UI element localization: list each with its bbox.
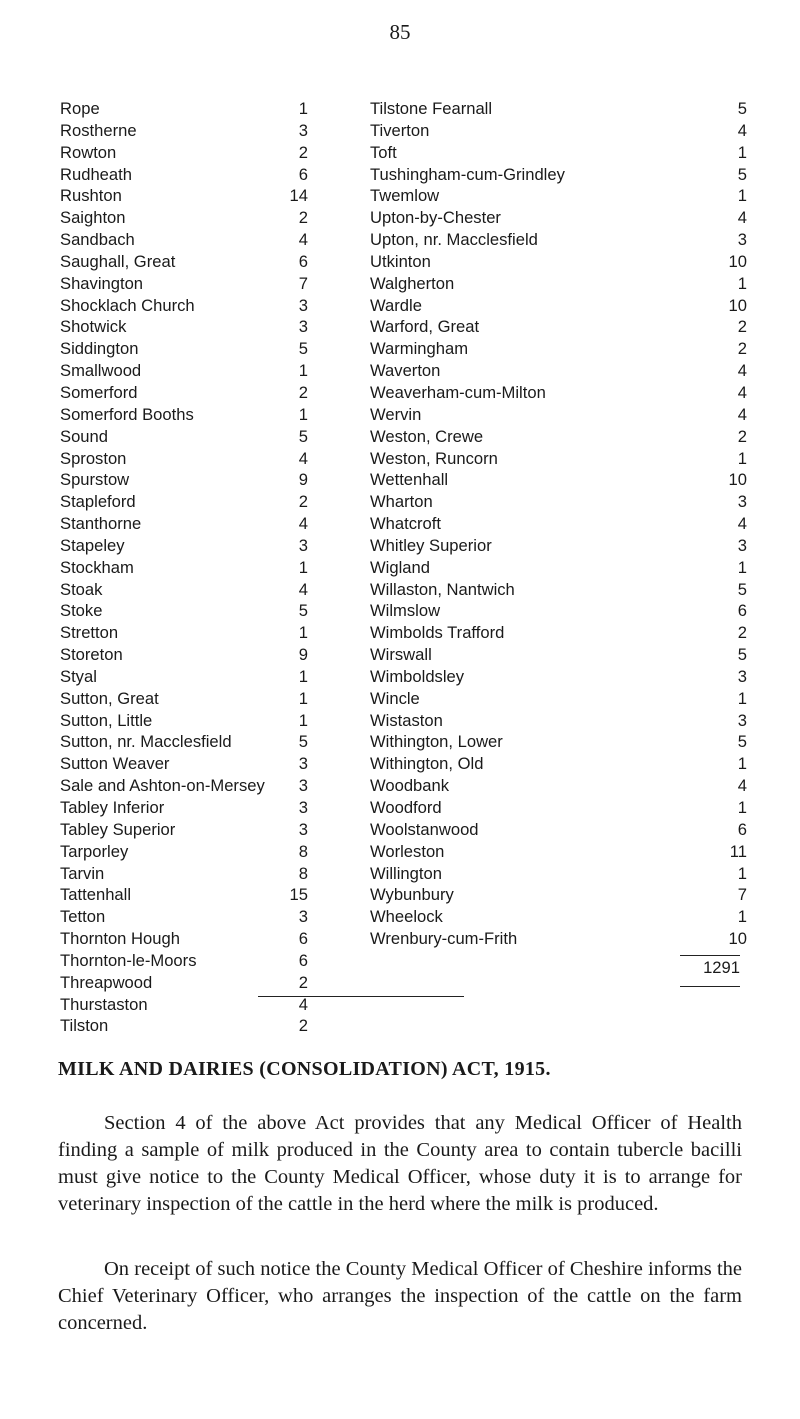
table-row — [370, 884, 747, 906]
table-row — [370, 600, 747, 622]
place-name: Wirswall — [370, 645, 432, 665]
place-count: 5 — [737, 732, 747, 752]
total-rule-bottom — [680, 986, 740, 987]
table-row — [60, 644, 308, 666]
place-name: Wybunbury — [370, 885, 454, 905]
table-row — [60, 338, 308, 360]
table-row — [370, 753, 747, 775]
table-row — [60, 688, 308, 710]
place-count: 10 — [728, 929, 747, 949]
table-row — [370, 207, 747, 229]
table-row — [60, 426, 308, 448]
table-row — [60, 360, 308, 382]
place-name: Tarporley — [60, 841, 129, 861]
place-count: 4 — [298, 448, 308, 468]
place-name: Upton-by-Chester — [370, 208, 501, 228]
place-name: Wervin — [370, 404, 422, 424]
place-name: Stretton — [60, 623, 119, 643]
place-name: Willaston, Nantwich — [370, 579, 515, 599]
place-count: 4 — [737, 776, 747, 796]
place-count: 9 — [298, 645, 308, 665]
table-row — [370, 316, 747, 338]
place-count: 8 — [298, 841, 308, 861]
place-count: 1 — [298, 557, 308, 577]
place-name: Sale and Ashton-on-Mersey — [60, 776, 265, 796]
place-count: 2 — [298, 1016, 308, 1036]
place-count: 2 — [298, 492, 308, 512]
place-name: Smallwood — [60, 361, 142, 381]
place-name: Wincle — [370, 688, 420, 708]
table-row — [370, 928, 747, 950]
table-row — [60, 513, 308, 535]
place-name: Stapleford — [60, 492, 136, 512]
table-row — [370, 819, 747, 841]
place-name: Worleston — [370, 841, 445, 861]
place-count: 4 — [298, 579, 308, 599]
table-row — [60, 710, 308, 732]
place-count: 5 — [737, 645, 747, 665]
place-name: Wardle — [370, 295, 422, 315]
place-name: Rostherne — [60, 120, 137, 140]
place-name: Withington, Old — [370, 754, 484, 774]
place-name: Sproston — [60, 448, 127, 468]
place-count: 3 — [737, 666, 747, 686]
place-count: 6 — [737, 819, 747, 839]
place-name: Tarvin — [60, 863, 105, 883]
table-row — [60, 1015, 308, 1037]
place-name: Sutton, Little — [60, 710, 153, 730]
place-name: Warford, Great — [370, 317, 480, 337]
table-row — [370, 513, 747, 535]
table-row — [60, 928, 308, 950]
table-row — [370, 731, 747, 753]
place-count: 4 — [737, 208, 747, 228]
table-row — [370, 491, 747, 513]
place-name: Weaverham-cum-Milton — [370, 382, 546, 402]
place-count: 6 — [298, 950, 308, 970]
place-name: Tabley Superior — [60, 819, 176, 839]
place-name: Thurstaston — [60, 994, 148, 1014]
section-separator — [258, 996, 464, 997]
table-row — [60, 448, 308, 470]
table-row — [370, 295, 747, 317]
total-count: 1291 — [703, 958, 740, 977]
place-name: Wharton — [370, 492, 433, 512]
place-count: 2 — [737, 339, 747, 359]
place-name: Twemlow — [370, 186, 440, 206]
table-row — [60, 382, 308, 404]
place-count: 6 — [298, 929, 308, 949]
table-row — [60, 797, 308, 819]
table-row — [60, 731, 308, 753]
place-count: 1 — [298, 666, 308, 686]
place-name: Wheelock — [370, 907, 443, 927]
place-count: 3 — [298, 295, 308, 315]
table-row — [370, 688, 747, 710]
table-row — [60, 950, 308, 972]
table-row — [60, 972, 308, 994]
place-count: 2 — [298, 382, 308, 402]
place-name: Wimbolds Trafford — [370, 623, 505, 643]
table-row — [60, 273, 308, 295]
table-row — [370, 863, 747, 885]
place-count: 7 — [298, 273, 308, 293]
place-count: 15 — [289, 885, 308, 905]
place-count: 1 — [737, 863, 747, 883]
place-name: Stapeley — [60, 535, 125, 555]
page-number: 85 — [389, 20, 411, 44]
place-name: Thornton-le-Moors — [60, 950, 197, 970]
place-count: 1 — [737, 273, 747, 293]
table-row — [60, 622, 308, 644]
place-count: 8 — [298, 863, 308, 883]
place-name: Spurstow — [60, 470, 130, 490]
table-row — [60, 841, 308, 863]
place-name: Toft — [370, 142, 397, 162]
table-row — [370, 164, 747, 186]
table-row — [370, 535, 747, 557]
table-row — [60, 404, 308, 426]
place-name: Upton, nr. Macclesfield — [370, 230, 538, 250]
place-count: 10 — [728, 470, 747, 490]
table-row — [370, 906, 747, 928]
table-row — [60, 579, 308, 601]
table-row — [370, 579, 747, 601]
table-row — [370, 229, 747, 251]
place-count: 1 — [737, 142, 747, 162]
table-row — [60, 120, 308, 142]
place-name: Stoak — [60, 579, 103, 599]
place-count: 4 — [298, 230, 308, 250]
place-name: Sutton, Great — [60, 688, 159, 708]
table-row — [60, 469, 308, 491]
table-row — [60, 863, 308, 885]
place-count: 11 — [729, 841, 747, 861]
right-place-list — [370, 98, 747, 950]
table-row — [60, 207, 308, 229]
place-name: Withington, Lower — [370, 732, 503, 752]
place-count: 1 — [737, 907, 747, 927]
table-row — [60, 535, 308, 557]
place-count: 1 — [737, 186, 747, 206]
place-name: Tetton — [60, 907, 106, 927]
place-count: 2 — [298, 208, 308, 228]
place-count: 2 — [737, 317, 747, 337]
table-row — [60, 884, 308, 906]
place-name: Wistaston — [370, 710, 443, 730]
place-count: 3 — [298, 798, 308, 817]
place-count: 4 — [737, 382, 747, 402]
place-name: Shocklach Church — [60, 295, 195, 315]
place-name: Storeton — [60, 645, 123, 665]
table-row — [60, 753, 308, 775]
place-name: Woodford — [370, 798, 442, 817]
table-row — [60, 557, 308, 579]
place-name: Styal — [60, 666, 97, 686]
table-row — [370, 426, 747, 448]
place-count: 4 — [298, 514, 308, 534]
place-name: Sutton Weaver — [60, 754, 170, 774]
place-count: 1 — [298, 710, 308, 730]
place-name: Warmingham — [370, 339, 469, 359]
place-name: Utkinton — [370, 251, 431, 271]
table-row — [60, 229, 308, 251]
place-name: Shotwick — [60, 317, 127, 337]
place-name: Sound — [60, 426, 108, 446]
place-count: 6 — [298, 164, 308, 184]
place-name: Whitley Superior — [370, 535, 492, 555]
place-count: 1 — [298, 361, 308, 381]
table-row — [60, 98, 308, 120]
place-name: Stanthorne — [60, 514, 142, 534]
table-row — [370, 120, 747, 142]
table-row — [370, 797, 747, 819]
place-count: 4 — [737, 361, 747, 381]
place-count: 5 — [737, 579, 747, 599]
section-heading: MILK AND DAIRIES (CONSOLIDATION) ACT, 1915. — [58, 1058, 551, 1080]
place-count: 6 — [298, 251, 308, 271]
place-name: Weston, Runcorn — [370, 448, 498, 468]
table-row — [60, 906, 308, 928]
table-row — [370, 98, 747, 120]
place-count: 1 — [737, 448, 747, 468]
place-count: 3 — [737, 535, 747, 555]
place-count: 1 — [298, 404, 308, 424]
place-name: Shavington — [60, 273, 144, 293]
place-count: 3 — [737, 230, 747, 250]
left-place-list — [60, 98, 308, 1037]
place-count: 5 — [298, 339, 308, 359]
place-count: 4 — [737, 120, 747, 140]
place-name: Somerford — [60, 382, 138, 402]
place-count: 3 — [298, 754, 308, 774]
place-name: Wilmslow — [370, 601, 441, 621]
place-name: Stoke — [60, 601, 103, 621]
place-name: Tushingham-cum-Grindley — [370, 164, 565, 184]
paragraph-2: On receipt of such notice the County Medical Officer of Cheshire informs the Chief Veterinary Officer, who arranges the inspection of the cattle on the farm concerned. — [58, 1258, 742, 1334]
place-name: Siddington — [60, 339, 139, 359]
place-count: 3 — [298, 317, 308, 337]
place-count: 5 — [298, 601, 308, 621]
table-row — [370, 273, 747, 295]
place-name: Tilstone Fearnall — [370, 99, 493, 118]
place-name: Wrenbury-cum-Frith — [370, 929, 518, 949]
place-count: 5 — [298, 426, 308, 446]
table-row — [370, 841, 747, 863]
place-name: Tilston — [60, 1016, 109, 1036]
table-row — [370, 338, 747, 360]
place-count: 1 — [737, 688, 747, 708]
table-row — [60, 819, 308, 841]
place-count: 1 — [737, 754, 747, 774]
place-count: 6 — [737, 601, 747, 621]
place-count: 9 — [298, 470, 308, 490]
place-name: Stockham — [60, 557, 134, 577]
place-name: Walgherton — [370, 273, 455, 293]
place-name: Saighton — [60, 208, 126, 228]
table-row — [60, 142, 308, 164]
place-count: 3 — [298, 535, 308, 555]
place-count: 4 — [298, 994, 308, 1014]
place-count: 5 — [737, 99, 747, 118]
place-count: 3 — [298, 776, 308, 796]
place-count: 3 — [298, 907, 308, 927]
table-row — [60, 164, 308, 186]
table-row — [370, 469, 747, 491]
place-name: Tabley Inferior — [60, 798, 165, 817]
table-row — [60, 316, 308, 338]
place-name: Tattenhall — [60, 885, 132, 905]
place-name: Woolstanwood — [370, 819, 479, 839]
place-name: Wettenhall — [370, 470, 449, 490]
place-count: 10 — [728, 251, 747, 271]
table-row — [370, 775, 747, 797]
table-row — [370, 666, 747, 688]
place-count: 4 — [737, 514, 747, 534]
place-count: 2 — [737, 426, 747, 446]
table-row — [370, 622, 747, 644]
table-row — [60, 666, 308, 688]
place-count: 1 — [737, 557, 747, 577]
table-row — [370, 251, 747, 273]
place-name: Rushton — [60, 186, 122, 206]
place-count: 10 — [728, 295, 747, 315]
place-name: Wigland — [370, 557, 430, 577]
place-count: 7 — [737, 885, 747, 905]
table-row — [60, 775, 308, 797]
place-count: 3 — [737, 710, 747, 730]
table-row — [370, 382, 747, 404]
table-row — [370, 142, 747, 164]
place-count: 2 — [737, 623, 747, 643]
table-row — [370, 360, 747, 382]
place-name: Wimboldsley — [370, 666, 465, 686]
place-name: Somerford Booths — [60, 404, 194, 424]
place-name: Sandbach — [60, 230, 135, 250]
table-row — [60, 185, 308, 207]
place-name: Saughall, Great — [60, 251, 176, 271]
place-count: 3 — [298, 819, 308, 839]
table-row — [370, 644, 747, 666]
paragraph-1: Section 4 of the above Act provides that any Medical Officer of Health finding a sample of milk produced in the County area to contain tubercle bacilli must give notice to the County Medical Officer, whose duty it is to arrange for veterinary inspection of the cattle in the herd where the milk is produced. — [58, 1112, 742, 1215]
table-row — [370, 557, 747, 579]
place-name: Waverton — [370, 361, 441, 381]
table-row — [60, 491, 308, 513]
table-row — [370, 404, 747, 426]
place-count: 1 — [298, 99, 308, 118]
table-row — [370, 185, 747, 207]
table-row — [370, 710, 747, 732]
table-row — [60, 600, 308, 622]
place-count: 4 — [737, 404, 747, 424]
place-count: 5 — [737, 164, 747, 184]
place-count: 2 — [298, 972, 308, 992]
place-name: Thornton Hough — [60, 929, 180, 949]
place-count: 1 — [737, 798, 747, 817]
place-name: Tiverton — [370, 120, 430, 140]
place-count: 3 — [737, 492, 747, 512]
place-name: Woodbank — [370, 776, 450, 796]
place-count: 3 — [298, 120, 308, 140]
place-name: Rope — [60, 99, 100, 118]
place-count: 2 — [298, 142, 308, 162]
table-row — [370, 448, 747, 470]
total-rule-top — [680, 955, 740, 956]
place-count: 1 — [298, 623, 308, 643]
table-row — [60, 251, 308, 273]
place-name: Whatcroft — [370, 514, 442, 534]
place-count: 1 — [298, 688, 308, 708]
place-name: Threapwood — [60, 972, 153, 992]
place-name: Sutton, nr. Macclesfield — [60, 732, 232, 752]
place-name: Rudheath — [60, 164, 132, 184]
place-name: Rowton — [60, 142, 117, 162]
place-count: 5 — [298, 732, 308, 752]
place-count: 14 — [289, 186, 308, 206]
table-row — [60, 295, 308, 317]
place-name: Weston, Crewe — [370, 426, 484, 446]
place-name: Willington — [370, 863, 442, 883]
